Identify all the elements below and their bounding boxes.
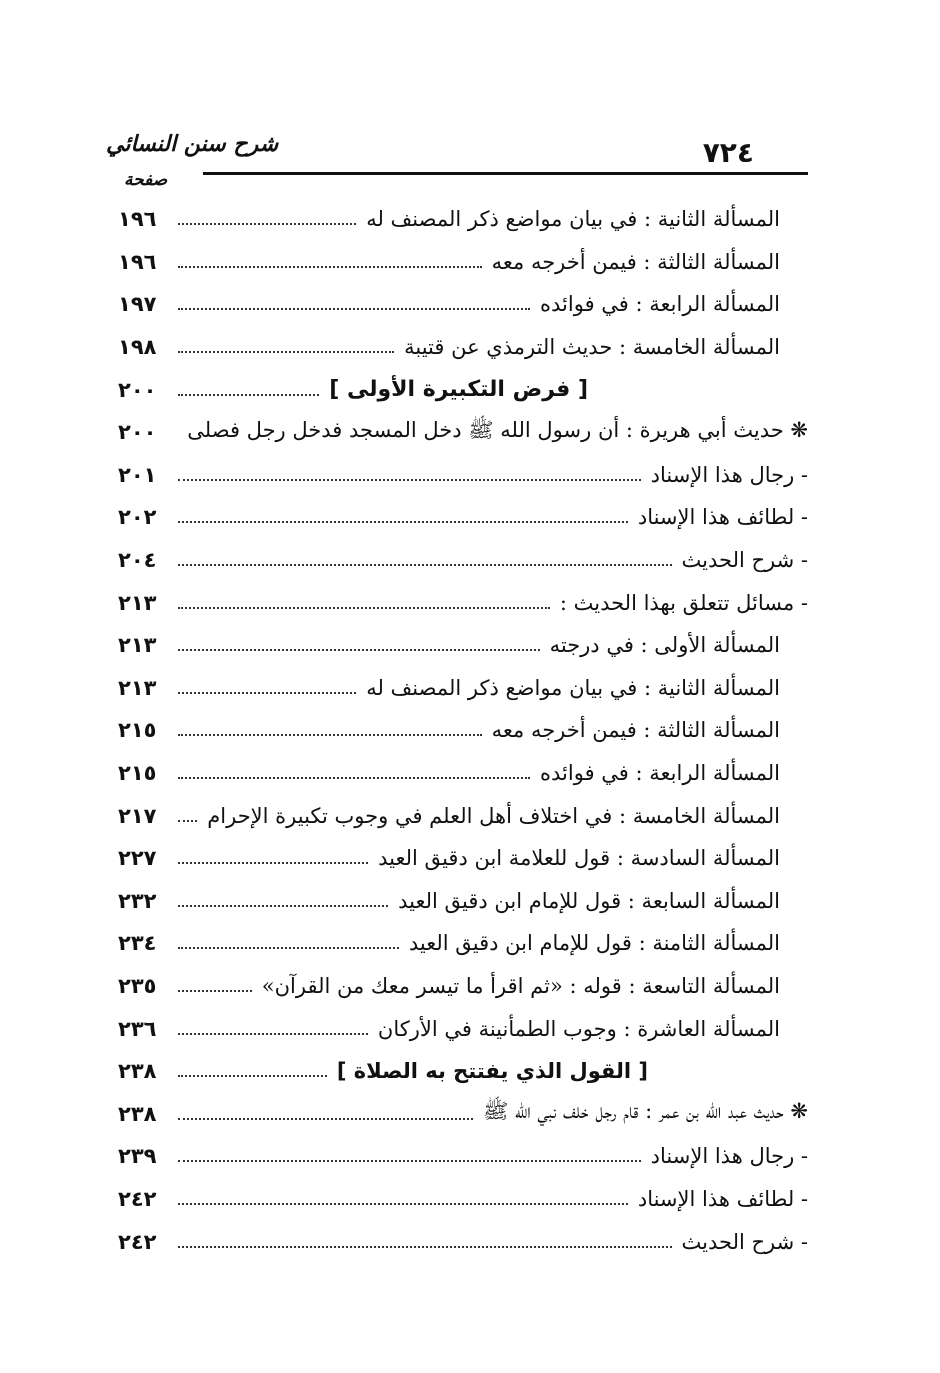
toc-entry-page: ٢٢٧ <box>118 846 157 871</box>
dot-leader <box>178 469 641 481</box>
dot-leader <box>178 298 530 310</box>
dot-leader <box>178 1023 368 1035</box>
dot-leader <box>178 1065 327 1077</box>
toc-entry-title: المسألة التاسعة : قوله : «ثم اقرأ ما تيسر معك من القرآن» <box>261 973 780 998</box>
toc-entry <box>118 283 808 326</box>
toc-entry-title: المسألة الثانية : في بيان مواضع ذكر المصنف له <box>366 207 780 232</box>
toc-entry-page: ٢١٧ <box>118 803 157 828</box>
toc-entry-title: المسألة العاشرة : وجوب الطمأنينة في الأركان <box>377 1016 780 1041</box>
toc-entry-page: ٢٤٢ <box>118 1229 157 1254</box>
table-of-contents <box>118 198 808 1263</box>
dot-leader <box>178 937 399 949</box>
toc-entry-title: المسألة السادسة : قول للعلامة ابن دقيق العيد <box>378 846 780 871</box>
toc-entry-page: ١٩٦ <box>118 207 157 232</box>
toc-entry <box>118 624 808 667</box>
dot-leader <box>178 1236 672 1248</box>
toc-entry-page: ١٩٧ <box>118 292 157 317</box>
dot-leader <box>178 724 482 736</box>
toc-entry-title: المسألة الخامسة : حديث الترمذي عن قتيبة <box>404 335 780 360</box>
dot-leader <box>178 639 540 651</box>
toc-entry-title: - رجال هذا الإسناد <box>650 1144 808 1169</box>
toc-entry-title: المسألة الثامنة : قول للإمام ابن دقيق العيد <box>408 931 780 956</box>
toc-entry <box>118 326 808 369</box>
toc-entry <box>118 368 808 411</box>
dot-leader <box>178 1193 628 1205</box>
toc-entry-page: ٢٣٩ <box>118 1144 157 1169</box>
dot-leader <box>178 810 197 822</box>
toc-entry-page: ٢٠٢ <box>118 505 157 530</box>
toc-entry <box>118 667 808 710</box>
toc-entry <box>118 965 808 1008</box>
dot-leader <box>178 511 628 523</box>
page-header <box>100 128 808 176</box>
toc-entry-title: - مسائل تتعلق بهذا الحديث : <box>559 590 808 615</box>
dot-leader <box>178 597 550 609</box>
toc-entry <box>118 1135 808 1178</box>
toc-entry <box>118 539 808 582</box>
toc-entry-page: ٢٠١ <box>118 462 157 487</box>
toc-entry-page: ٢١٣ <box>118 590 157 615</box>
toc-entry-page: ٢٣٤ <box>118 931 157 956</box>
toc-entry <box>118 241 808 284</box>
dot-leader <box>178 852 368 864</box>
dot-leader <box>178 256 482 268</box>
toc-entry <box>118 1178 808 1221</box>
dot-leader <box>178 1150 641 1162</box>
toc-entry-title: [ القول الذي يفتتح به الصلاة ] <box>336 1059 648 1084</box>
toc-entry-page: ٢٠٠ <box>118 420 157 445</box>
toc-entry-page: ١٩٨ <box>118 335 157 360</box>
toc-entry-title: المسألة الخامسة : في اختلاف أهل العلم في وجوب تكبيرة الإحرام <box>207 803 780 828</box>
toc-entry-page: ٢٣٨ <box>118 1101 157 1126</box>
toc-entry-title: - رجال هذا الإسناد <box>650 462 808 487</box>
dot-leader <box>178 980 252 992</box>
dot-leader <box>178 341 394 353</box>
toc-entry <box>118 709 808 752</box>
toc-entry <box>118 581 808 624</box>
toc-entry <box>118 880 808 923</box>
toc-entry <box>118 837 808 880</box>
toc-entry-title: - شرح الحديث <box>681 548 808 573</box>
toc-entry <box>118 794 808 837</box>
toc-entry-title: المسألة الرابعة : في فوائده <box>540 761 780 786</box>
toc-entry-title: المسألة الرابعة : في فوائده <box>540 292 780 317</box>
toc-entry-title: المسألة السابعة : قول للإمام ابن دقيق العيد <box>398 888 780 913</box>
toc-entry <box>118 1092 808 1135</box>
toc-entry-title: المسألة الأولى : في درجته <box>549 633 780 658</box>
toc-entry-title: - شرح الحديث <box>681 1229 808 1254</box>
toc-entry-page: ٢٣٥ <box>118 973 157 998</box>
toc-entry-page: ١٩٦ <box>118 249 157 274</box>
toc-entry <box>118 198 808 241</box>
dot-leader <box>178 213 356 225</box>
toc-entry-page: ٢٣٨ <box>118 1059 157 1084</box>
toc-entry <box>118 1220 808 1263</box>
page-number: ٧٢٤ <box>702 136 754 169</box>
toc-entry-title: ❋ حديث أبي هريرة : أن رسول الله ﷺ دخل المسجد فدخل رجل فصلى <box>187 417 808 442</box>
toc-entry-title: المسألة الثالثة : فيمن أخرجه معه <box>491 718 780 743</box>
toc-entry <box>118 454 808 497</box>
dot-leader <box>178 1108 473 1120</box>
toc-entry-title: - لطائف هذا الإسناد <box>637 505 808 530</box>
toc-entry-page: ٢٤٢ <box>118 1186 157 1211</box>
book-title: شرح سنن النسائي <box>106 132 279 157</box>
dot-leader <box>178 767 530 779</box>
toc-entry <box>118 1050 808 1093</box>
toc-entry <box>118 496 808 539</box>
dot-leader <box>178 554 672 566</box>
toc-entry-title: ❋ حديث عبد الله بن عمر : قام رجل خلف نبي الله ﷺ <box>482 1099 808 1124</box>
toc-entry <box>118 922 808 965</box>
toc-entry-page: ٢٠٤ <box>118 548 157 573</box>
dot-leader <box>178 682 356 694</box>
header-rule <box>203 172 808 175</box>
toc-entry-title: المسألة الثانية : في بيان مواضع ذكر المصنف له <box>366 675 780 700</box>
dot-leader <box>178 895 388 907</box>
toc-entry-page: ٢٣٦ <box>118 1016 157 1041</box>
toc-entry <box>118 752 808 795</box>
dot-leader <box>178 384 319 396</box>
toc-entry-page: ٢١٣ <box>118 633 157 658</box>
toc-entry-page: ٢١٥ <box>118 761 157 786</box>
toc-entry-title: [ فرض التكبيرة الأولى ] <box>329 377 588 403</box>
toc-entry <box>118 411 808 454</box>
toc-entry-title: المسألة الثالثة : فيمن أخرجه معه <box>491 249 780 274</box>
toc-entry-page: ٢٠٠ <box>118 377 157 402</box>
page-column-heading: صفحة <box>124 170 168 190</box>
toc-entry <box>118 1007 808 1050</box>
toc-entry-page: ٢١٥ <box>118 718 157 743</box>
toc-entry-page: ٢١٣ <box>118 675 157 700</box>
toc-entry-title: - لطائف هذا الإسناد <box>637 1186 808 1211</box>
toc-entry-page: ٢٣٢ <box>118 888 157 913</box>
